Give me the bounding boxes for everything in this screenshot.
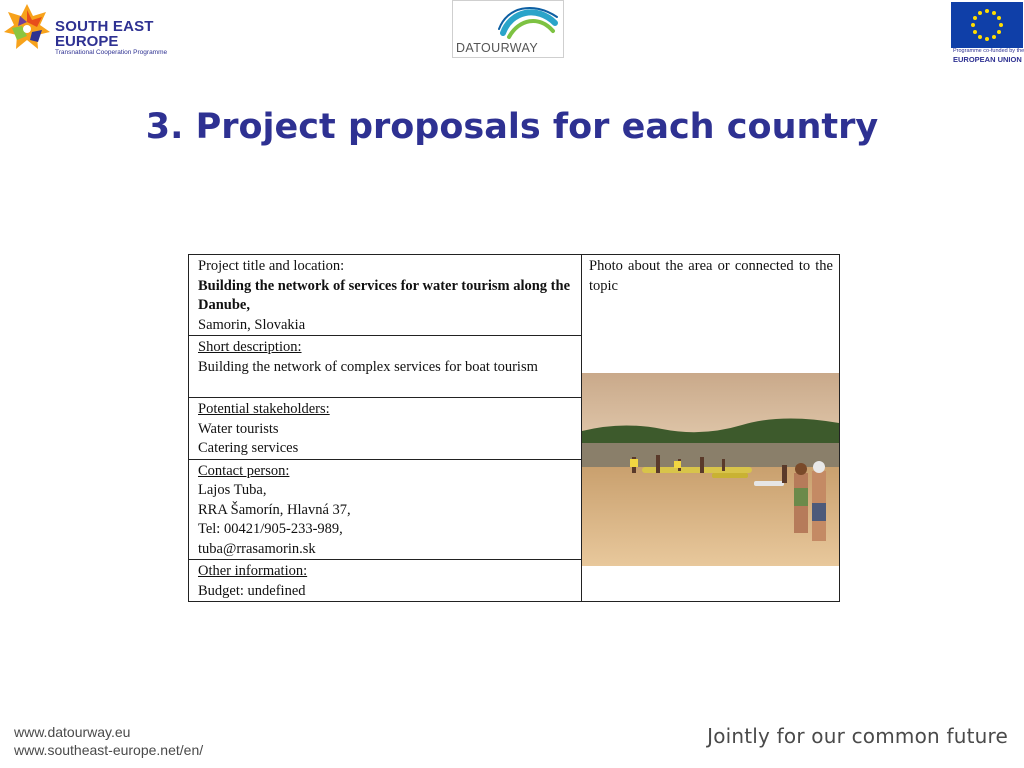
short-description-text: Building the network of complex services for boat tourism <box>198 358 538 375</box>
eu-flag <box>951 2 1023 48</box>
photo-caption: Photo about the area or connected to the topic <box>589 258 833 294</box>
datourway-logo <box>452 0 564 58</box>
contact-label: Contact person: <box>198 462 290 479</box>
stakeholder-item: Water tourists <box>198 420 279 437</box>
contact-email: tuba@rrasamorin.sk <box>198 540 316 557</box>
eu-logo-line1: Programme co-funded by the <box>953 48 1024 54</box>
footer-slogan: Jointly for our common future <box>707 724 1008 748</box>
photo-cell <box>582 255 840 602</box>
contact-name: Lajos Tuba, <box>198 482 267 498</box>
contact-cell <box>189 459 582 560</box>
colorful-star-icon <box>2 2 52 52</box>
budget-text: Budget: undefined <box>198 582 306 599</box>
european-union-logo <box>949 0 1024 66</box>
project-location: Samorin, Slovakia <box>198 316 306 333</box>
stakeholders-cell <box>189 398 582 460</box>
other-information-label: Other information: <box>198 563 308 579</box>
datourway-link[interactable]: www.datourway.eu <box>14 724 131 740</box>
project-title-label: Project title and location: <box>198 258 345 274</box>
project-proposal-table <box>188 254 840 602</box>
contact-phone: Tel: 00421/905-233-989, <box>198 521 343 537</box>
other-information-cell <box>189 560 582 602</box>
page-title: 3. Project proposals for each country <box>145 107 879 147</box>
stakeholders-label: Potential stakeholders: <box>198 401 330 417</box>
datourway-logo-text: DATOURWAY <box>456 41 539 55</box>
footer-links <box>14 723 203 759</box>
see-logo-line3: Transnational Cooperation Programme <box>55 49 168 56</box>
beach-photo <box>582 373 839 566</box>
southeast-europe-link[interactable]: www.southeast-europe.net/en/ <box>14 742 204 758</box>
contact-address: RRA Šamorín, Hlavná 37, <box>198 501 351 518</box>
south-east-europe-logo <box>0 0 168 58</box>
see-logo-line1: SOUTH EAST <box>55 18 154 35</box>
project-title-cell <box>189 255 582 336</box>
short-description-cell <box>189 336 582 398</box>
wave-swoosh-icon <box>497 3 561 41</box>
stakeholder-item: Catering services <box>198 440 299 456</box>
see-logo-line2: EUROPE <box>55 33 119 50</box>
short-description-label: Short description: <box>198 339 302 355</box>
eu-stars-icon <box>951 2 1023 48</box>
project-title-text: Building the network of services for water tourism along the Danube, <box>198 277 571 313</box>
eu-logo-line2: EUROPEAN UNION <box>953 55 1022 64</box>
